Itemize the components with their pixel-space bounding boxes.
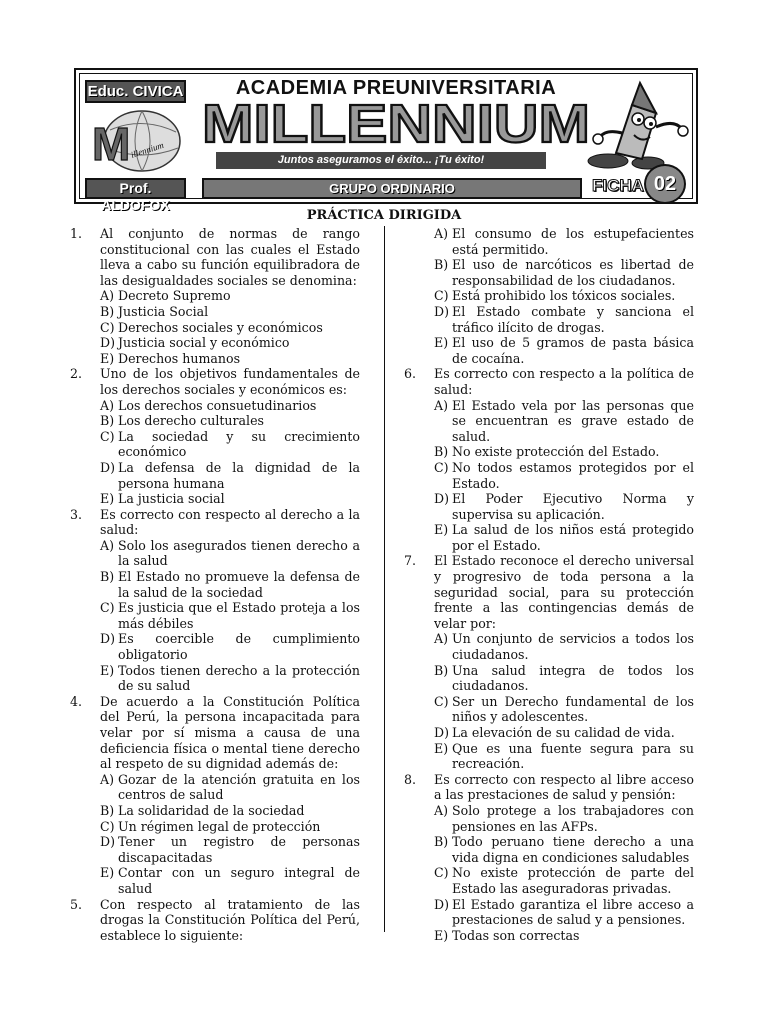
option-letter: A) [434, 631, 449, 647]
option-letter: A) [434, 802, 449, 818]
ficha-label: FICHA [592, 176, 644, 195]
option-text: No todos estamos protegidos por el Estado. [452, 459, 694, 491]
option-text: Justicia social y económico [118, 335, 290, 351]
option-letter: D) [434, 491, 450, 507]
answer-option [100, 398, 360, 414]
question-number: 1. [70, 226, 83, 241]
answer-option [100, 600, 360, 631]
question-item [404, 553, 694, 771]
option-letter: D) [100, 631, 116, 647]
option-letter: E) [434, 740, 449, 756]
option-letter: A) [100, 288, 115, 304]
answer-option [100, 803, 360, 819]
option-letter: D) [434, 725, 450, 740]
option-letter: D) [434, 303, 450, 319]
answer-option [434, 741, 694, 772]
answer-option [100, 865, 360, 896]
question-item [70, 507, 360, 694]
option-text: Un régimen legal de protección [118, 818, 321, 834]
answer-option [100, 491, 360, 507]
answer-option [434, 304, 694, 335]
question-text: Es correcto con respecto al derecho a la salud: [100, 506, 360, 538]
header-banner [74, 68, 698, 213]
option-letter: A) [100, 771, 115, 787]
question-number: 6. [404, 366, 417, 382]
question-number: 8. [404, 771, 417, 787]
option-letter: D) [434, 896, 450, 912]
option-text: El Estado combate y sanciona el tráfico ilícito de drogas. [452, 303, 694, 335]
answer-option [434, 398, 694, 445]
option-letter: E) [100, 865, 115, 881]
option-text: Que es una fuente segura para su recreación. [452, 740, 694, 772]
answer-option [434, 522, 694, 553]
answer-option [434, 803, 694, 834]
option-letter: E) [100, 662, 115, 678]
option-text: Contar con un seguro integral de salud [118, 865, 360, 896]
option-letter: B) [100, 802, 115, 818]
option-text: Solo los asegurados tienen derecho a la salud [118, 537, 360, 569]
answer-option [434, 460, 694, 491]
option-letter: C) [434, 459, 449, 475]
answer-option [434, 834, 694, 865]
answer-option [434, 226, 694, 257]
question-text: El Estado reconoce el derecho universal y progresivo de toda persona a la seguridad social, para su protección frente a las contingencias demás de velar por: [434, 553, 694, 631]
option-letter: E) [100, 350, 115, 366]
left-column [70, 226, 360, 943]
ficha-number-badge: 02 [644, 164, 686, 204]
option-text: La solidaridad de la sociedad [118, 802, 305, 818]
question-stem [70, 366, 360, 397]
option-letter: C) [100, 428, 115, 444]
question-number: 2. [70, 366, 83, 382]
answer-option [100, 663, 360, 694]
question-text: Uno de los objetivos fundamentales de los derechos sociales y económicos es: [100, 366, 360, 397]
logo-text: illennium [129, 139, 165, 160]
option-text: Decreto Supremo [118, 288, 231, 304]
option-letter: B) [100, 569, 115, 585]
subject-badge: Educ. CIVICA [85, 80, 186, 103]
answer-option [434, 288, 694, 304]
question-number: 4. [70, 693, 83, 709]
question-stem [70, 226, 360, 288]
question-stem [70, 897, 360, 944]
answer-option [100, 429, 360, 460]
answer-option [100, 819, 360, 835]
answer-option [100, 320, 360, 336]
option-letter: D) [100, 335, 116, 351]
motto-banner: Juntos aseguramos el éxito... ¡Tu éxito! [216, 152, 546, 169]
answer-option [100, 413, 360, 429]
question-5-continued [404, 226, 694, 366]
question-stem [404, 772, 694, 803]
answer-option [434, 928, 694, 944]
academy-title: ACADEMIA PREUNIVERSITARIA [235, 77, 557, 99]
page-title: PRÁCTICA DIRIGIDA [306, 208, 462, 223]
answer-option [434, 631, 694, 662]
answer-option [434, 335, 694, 366]
option-letter: B) [100, 413, 115, 429]
option-text: El Estado no promueve la defensa de la salud de la sociedad [118, 569, 360, 600]
option-text: El uso de narcóticos es libertad de responsabilidad de los ciudadanos. [452, 257, 694, 288]
question-text: Es correcto con respecto al libre acceso a las prestaciones de salud y pensión: [434, 771, 694, 803]
mascot-pencil-icon [586, 75, 690, 170]
question-stem [70, 507, 360, 538]
option-text: Es coercible de cumplimiento obligatorio [118, 631, 360, 663]
option-letter: B) [434, 834, 449, 850]
answer-option [434, 491, 694, 522]
brand-wordmark [198, 98, 594, 150]
option-letter: E) [100, 491, 115, 507]
group-banner: GRUPO ORDINARIO [202, 178, 582, 199]
option-letter: E) [434, 522, 449, 538]
option-letter: A) [434, 397, 449, 413]
option-letter: B) [434, 662, 449, 678]
right-column [404, 226, 694, 943]
answer-option [100, 335, 360, 351]
question-number: 7. [404, 553, 417, 569]
option-text: Los derecho culturales [118, 413, 264, 429]
option-text: Todos tienen derecho a la protección de su salud [118, 662, 360, 694]
option-letter: C) [100, 600, 115, 616]
option-letter: E) [434, 335, 449, 351]
option-letter: C) [434, 865, 449, 881]
question-item [70, 897, 360, 944]
option-text: Es justicia que el Estado proteja a los más débiles [118, 600, 360, 631]
option-text: El consumo de los estupefacientes está permitido. [452, 226, 694, 257]
question-text: Es correcto con respecto a la política de salud: [434, 366, 694, 397]
option-text: La elevación de su calidad de vida. [452, 725, 675, 740]
option-letter: C) [434, 288, 449, 304]
option-text: La salud de los niños está protegido por el Estado. [452, 522, 694, 553]
answer-option [100, 834, 360, 865]
academy-logo-icon [88, 108, 184, 174]
answer-option [434, 897, 694, 928]
question-number: 3. [70, 506, 83, 522]
answer-option [100, 569, 360, 600]
option-text: Está prohibido los tóxicos sociales. [452, 288, 676, 304]
option-text: El Poder Ejecutivo Norma y supervisa su aplicación. [452, 491, 694, 522]
option-text: Gozar de la atención gratuita en los centros de salud [118, 771, 360, 803]
answer-option [100, 538, 360, 569]
answer-option [100, 288, 360, 304]
option-text: Un conjunto de servicios a todos los ciudadanos. [452, 631, 694, 663]
option-text: Ser un Derecho fundamental de los niños y adolescentes. [452, 693, 694, 725]
answer-option [434, 444, 694, 460]
option-text: Derechos sociales y económicos [118, 319, 323, 335]
option-text: No existe protección de parte del Estado las aseguradoras privadas. [452, 865, 694, 896]
option-letter: D) [100, 834, 116, 850]
option-text: Derechos humanos [118, 350, 241, 366]
option-text: La defensa de la dignidad de la persona humana [118, 459, 360, 491]
answer-option [434, 725, 694, 741]
option-text: La sociedad y su crecimiento económico [118, 428, 360, 460]
answer-option [434, 663, 694, 694]
question-number: 5. [70, 896, 83, 912]
question-text: Al conjunto de normas de rango constitucional con las cuales el Estado lleva a cabo su función equilibradora de las desigualdades sociales se denomina: [100, 226, 360, 288]
question-item [70, 226, 360, 366]
option-text: Justicia Social [118, 303, 209, 319]
option-letter: B) [100, 303, 115, 319]
option-letter: D) [100, 459, 116, 475]
option-letter: C) [100, 319, 115, 335]
option-letter: C) [100, 818, 115, 834]
answer-option [100, 304, 360, 320]
question-item [70, 694, 360, 897]
question-item [70, 366, 360, 506]
option-letter: A) [100, 537, 115, 553]
question-stem [70, 694, 360, 772]
svg-text:M: M [92, 118, 131, 170]
question-stem [404, 366, 694, 397]
answer-option [100, 460, 360, 491]
option-text: Tener un registro de personas discapacitadas [118, 834, 360, 865]
answer-option [434, 257, 694, 288]
answer-option [100, 631, 360, 662]
question-item [404, 772, 694, 944]
answer-option [100, 351, 360, 367]
option-letter: B) [434, 257, 449, 273]
option-text: Todo peruano tiene derecho a una vida digna en condiciones saludables [452, 834, 694, 865]
answer-option [434, 865, 694, 896]
answer-option [100, 772, 360, 803]
question-stem [404, 553, 694, 631]
question-text: Con respecto al tratamiento de las drogas la Constitución Política del Perú, establece lo siguiente: [100, 896, 360, 943]
option-letter: A) [100, 397, 115, 413]
option-text: Todas son correctas [452, 927, 580, 943]
option-text: La justicia social [118, 491, 225, 507]
option-text: El uso de 5 gramos de pasta básica de cocaína. [452, 335, 694, 366]
option-text: Una salud integra de todos los ciudadanos. [452, 662, 694, 694]
question-item [404, 366, 694, 553]
question-text: De acuerdo a la Constitución Política del Perú, la persona incapacitada para velar por sí misma a causa de una deficiencia física o mental tiene derecho al respeto de su dignidad además de: [100, 693, 360, 772]
right-questions [404, 366, 694, 943]
professor-badge: Prof. ALDOFOX [85, 178, 186, 199]
option-text: Solo protege a los trabajadores con pensiones en las AFPs. [452, 802, 694, 834]
option-letter: B) [434, 444, 449, 460]
option-text: El Estado vela por las personas que se encuentran es grave estado de salud. [452, 397, 694, 444]
option-text: Los derechos consuetudinarios [118, 397, 317, 413]
brand-text: MILLENNIUM [202, 98, 590, 150]
answer-option [434, 694, 694, 725]
option-letter: A) [434, 226, 449, 241]
option-text: No existe protección del Estado. [452, 444, 660, 460]
option-text: El Estado garantiza el libre acceso a prestaciones de salud y a pensiones. [452, 896, 694, 928]
option-letter: E) [434, 927, 449, 943]
column-divider [384, 226, 385, 932]
option-letter: C) [434, 693, 449, 709]
